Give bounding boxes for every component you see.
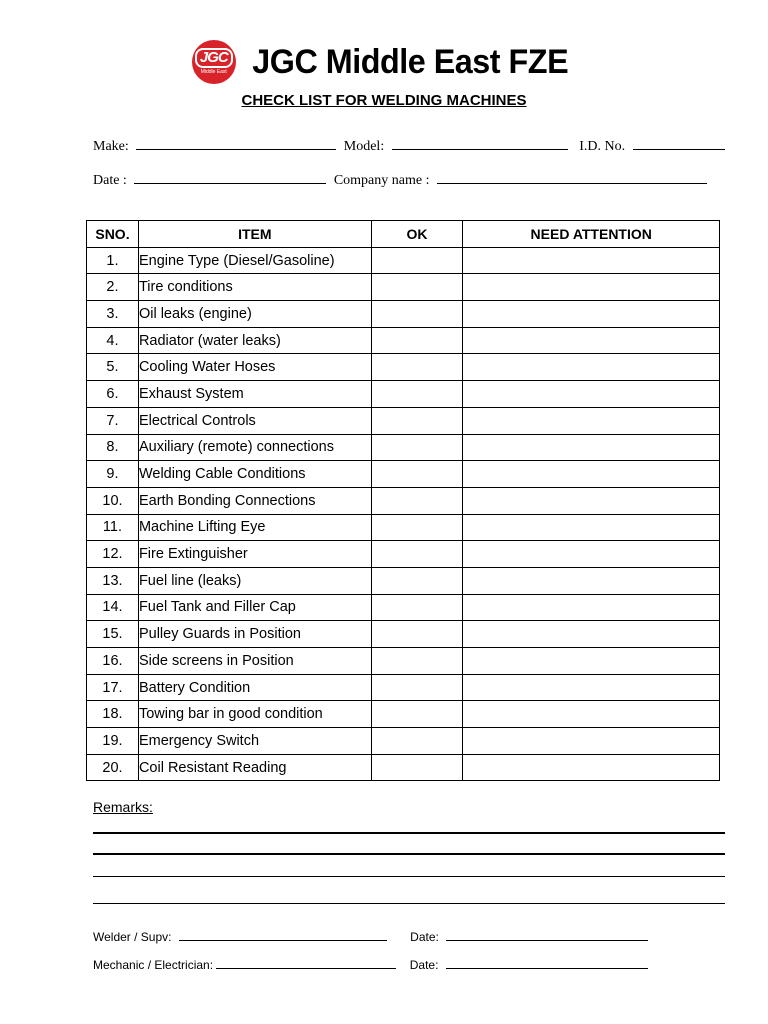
mechanic-date-label: Date: [409,958,439,972]
row-number: 3. [87,301,139,328]
row-need-attention-cell[interactable] [463,648,720,675]
row-item: Towing bar in good condition [138,701,371,728]
row-number: 8. [87,434,139,461]
row-ok-cell[interactable] [371,381,463,408]
row-need-attention-cell[interactable] [463,701,720,728]
row-item: Earth Bonding Connections [138,487,371,514]
row-need-attention-cell[interactable] [463,434,720,461]
row-number: 16. [87,648,139,675]
table-row [87,487,720,514]
row-ok-cell[interactable] [371,301,463,328]
row-item: Fire Extinguisher [138,541,371,568]
row-item: Exhaust System [138,381,371,408]
welder-date-field[interactable] [446,930,648,941]
welder-date-label: Date: [410,930,439,944]
row-ok-cell[interactable] [371,354,463,381]
row-number: 9. [87,461,139,488]
row-item: Pulley Guards in Position [138,621,371,648]
col-header-item: ITEM [138,221,371,248]
row-need-attention-cell[interactable] [463,381,720,408]
mechanic-field[interactable] [216,958,396,969]
make-label: Make: [93,139,129,154]
row-number: 20. [87,754,139,781]
row-number: 7. [87,407,139,434]
row-need-attention-cell[interactable] [463,621,720,648]
table-row [87,728,720,755]
table-row [87,407,720,434]
row-item: Fuel Tank and Filler Cap [138,594,371,621]
row-number: 5. [87,354,139,381]
row-item: Welding Cable Conditions [138,461,371,488]
row-item: Oil leaks (engine) [138,301,371,328]
row-need-attention-cell[interactable] [463,327,720,354]
col-header-sno: SNO. [87,221,139,248]
row-number: 2. [87,274,139,301]
row-ok-cell[interactable] [371,487,463,514]
row-ok-cell[interactable] [371,674,463,701]
row-item: Machine Lifting Eye [138,514,371,541]
row-number: 10. [87,487,139,514]
mechanic-signature-row [93,958,648,972]
letterhead [0,40,768,84]
id-field[interactable] [633,136,725,150]
row-ok-cell[interactable] [371,648,463,675]
table-row [87,674,720,701]
checklist-table [86,220,720,781]
row-number: 13. [87,567,139,594]
row-need-attention-cell[interactable] [463,567,720,594]
table-row [87,301,720,328]
company-label: Company name : [333,173,430,188]
row-item: Coil Resistant Reading [138,754,371,781]
make-field[interactable] [136,136,336,150]
table-row [87,701,720,728]
row-ok-cell[interactable] [371,567,463,594]
row-item: Battery Condition [138,674,371,701]
document-title: CHECK LIST FOR WELDING MACHINES [241,92,527,109]
col-header-need-attention: NEED ATTENTION [463,221,720,248]
row-ok-cell[interactable] [371,728,463,755]
date-field[interactable] [134,170,326,184]
table-row [87,381,720,408]
row-number: 11. [87,514,139,541]
row-need-attention-cell[interactable] [463,354,720,381]
row-ok-cell[interactable] [371,594,463,621]
row-need-attention-cell[interactable] [463,247,720,274]
row-item: Emergency Switch [138,728,371,755]
row-ok-cell[interactable] [371,514,463,541]
row-need-attention-cell[interactable] [463,754,720,781]
row-number: 18. [87,701,139,728]
remarks-line[interactable] [93,876,725,877]
welder-field[interactable] [179,930,387,941]
company-field[interactable] [437,170,707,184]
row-need-attention-cell[interactable] [463,407,720,434]
remarks-line[interactable] [93,853,725,855]
row-ok-cell[interactable] [371,247,463,274]
table-row [87,274,720,301]
table-row [87,621,720,648]
logo-text: JGC [195,48,233,68]
table-row [87,461,720,488]
table-row [87,354,720,381]
jgc-logo [192,40,236,84]
row-ok-cell[interactable] [371,461,463,488]
row-ok-cell[interactable] [371,754,463,781]
mechanic-date-field[interactable] [446,958,648,969]
row-number: 12. [87,541,139,568]
id-label: I.D. No. [579,139,626,154]
row-number: 4. [87,327,139,354]
row-number: 6. [87,381,139,408]
table-row [87,594,720,621]
row-item: Electrical Controls [138,407,371,434]
row-ok-cell[interactable] [371,327,463,354]
row-item: Cooling Water Hoses [138,354,371,381]
table-row [87,434,720,461]
table-row [87,648,720,675]
remarks-line[interactable] [93,903,725,904]
table-row [87,247,720,274]
welder-label: Welder / Supv: [93,930,172,944]
model-field[interactable] [392,136,568,150]
col-header-ok: OK [371,221,463,248]
row-ok-cell[interactable] [371,407,463,434]
remarks-line[interactable] [93,832,725,834]
row-number: 19. [87,728,139,755]
table-row [87,541,720,568]
row-item: Radiator (water leaks) [138,327,371,354]
row-number: 14. [87,594,139,621]
row-ok-cell[interactable] [371,541,463,568]
row-need-attention-cell[interactable] [463,674,720,701]
table-row [87,754,720,781]
row-need-attention-cell[interactable] [463,274,720,301]
table-header-row [87,221,720,248]
row-need-attention-cell[interactable] [463,541,720,568]
date-company-row [93,170,707,189]
row-item: Side screens in Position [138,648,371,675]
row-ok-cell[interactable] [371,274,463,301]
model-label: Model: [343,139,385,154]
row-ok-cell[interactable] [371,434,463,461]
row-number: 15. [87,621,139,648]
row-need-attention-cell[interactable] [463,487,720,514]
date-label: Date : [93,173,127,188]
mechanic-label: Mechanic / Electrician: [93,958,214,972]
row-need-attention-cell[interactable] [463,301,720,328]
row-ok-cell[interactable] [371,621,463,648]
row-number: 1. [87,247,139,274]
row-number: 17. [87,674,139,701]
row-ok-cell[interactable] [371,701,463,728]
table-row [87,327,720,354]
row-item: Auxiliary (remote) connections [138,434,371,461]
remarks-label: Remarks: [93,799,153,815]
row-item: Fuel line (leaks) [138,567,371,594]
company-name: JGC Middle East FZE [252,42,568,81]
row-need-attention-cell[interactable] [463,728,720,755]
logo-subtext: Middle East [200,69,227,75]
table-row [87,567,720,594]
welder-signature-row [93,930,648,944]
row-need-attention-cell[interactable] [463,514,720,541]
make-model-id-row [93,136,725,155]
row-item: Engine Type (Diesel/Gasoline) [138,247,371,274]
row-need-attention-cell[interactable] [463,461,720,488]
table-row [87,514,720,541]
row-need-attention-cell[interactable] [463,594,720,621]
row-item: Tire conditions [138,274,371,301]
